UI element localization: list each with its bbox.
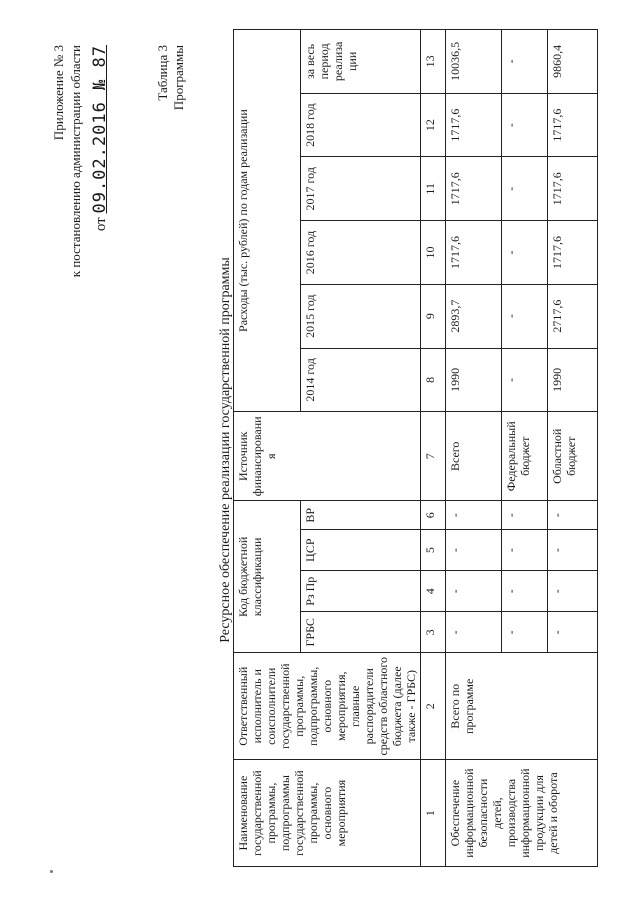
- value-cell: 9860,4: [548, 30, 598, 94]
- index-cell: 1: [421, 760, 446, 867]
- code-cell: -: [502, 571, 548, 612]
- document-header: [50, 45, 110, 277]
- subheader-vr: ВР: [301, 501, 421, 530]
- header-source: Источник финансировани я: [234, 412, 421, 501]
- value-cell: 1717,6: [548, 221, 598, 285]
- year-total: за весь период реализа ции: [301, 30, 421, 94]
- header-name: Наименование государственной программы, подпрограммы государственной программы, основного мероприятия: [234, 760, 421, 867]
- value-cell: 1990: [446, 348, 502, 412]
- index-cell: 13: [421, 30, 446, 94]
- code-cell: -: [502, 530, 548, 571]
- value-cell: 1717,6: [548, 93, 598, 157]
- resolution-reference: к постановлению администрации области: [68, 45, 83, 278]
- rotated-landscape-sheet: [10, 15, 630, 885]
- code-cell: -: [446, 612, 502, 653]
- index-cell: 2: [421, 653, 446, 760]
- value-cell: -: [502, 284, 548, 348]
- table-label: [155, 45, 187, 110]
- document-title: Ресурсное обеспечение реализации государственной программы: [218, 257, 233, 643]
- code-cell: -: [548, 501, 598, 530]
- value-cell: 2717,6: [548, 284, 598, 348]
- index-cell: 9: [421, 284, 446, 348]
- code-cell: -: [502, 501, 548, 530]
- code-cell: -: [548, 612, 598, 653]
- code-cell: -: [502, 612, 548, 653]
- header-expenses: Расходы (тыс. рублей) по годам реализации: [234, 30, 301, 412]
- code-cell: -: [548, 571, 598, 612]
- value-cell: 1717,6: [446, 93, 502, 157]
- code-cell: -: [446, 530, 502, 571]
- code-cell: -: [446, 571, 502, 612]
- subheader-grbs: ГРБС: [301, 612, 421, 653]
- index-cell: 11: [421, 157, 446, 221]
- index-cell: 12: [421, 93, 446, 157]
- value-cell: -: [502, 221, 548, 285]
- code-cell: -: [446, 501, 502, 530]
- source-cell: Всего: [446, 412, 502, 501]
- value-cell: 1717,6: [446, 221, 502, 285]
- index-cell: 4: [421, 571, 446, 612]
- index-row: [421, 30, 446, 867]
- resolution-date: [92, 45, 110, 277]
- value-cell: -: [502, 157, 548, 221]
- subheader-csr: ЦСР: [301, 530, 421, 571]
- year-2015: 2015 год: [301, 284, 421, 348]
- header-budget-code: Код бюджетной классификации: [234, 501, 301, 653]
- header-executor: Ответственный исполнитель и соисполнители государственной программы, подпрограммы, основного мероприятия, главные распорядители средств областного бюджета (далее также - ГРБС): [234, 653, 421, 760]
- value-cell: 1990: [548, 348, 598, 412]
- year-2016: 2016 год: [301, 221, 421, 285]
- index-cell: 5: [421, 530, 446, 571]
- value-cell: 1717,6: [446, 157, 502, 221]
- code-cell: -: [548, 530, 598, 571]
- scan-speck: [50, 870, 53, 873]
- year-2017: 2017 год: [301, 157, 421, 221]
- index-cell: 8: [421, 348, 446, 412]
- index-cell: 6: [421, 501, 446, 530]
- subheader-rzpr: Рз Пр: [301, 571, 421, 612]
- value-cell: -: [502, 30, 548, 94]
- date-value: 09.02.2016 № 87: [90, 45, 110, 214]
- value-cell: 1717,6: [548, 157, 598, 221]
- value-cell: 2893,7: [446, 284, 502, 348]
- program-name: Обеспечение информационной безопасности детей, производства информационной продукции для детей и оборота: [446, 760, 598, 867]
- year-2018: 2018 год: [301, 93, 421, 157]
- index-cell: 3: [421, 612, 446, 653]
- table-row: [446, 30, 502, 867]
- appendix-number: Приложение № 3: [51, 45, 66, 141]
- value-cell: -: [502, 93, 548, 157]
- table-number: Таблица 3: [155, 45, 170, 101]
- source-cell: Областной бюджет: [548, 412, 598, 501]
- table-caption: Программы: [171, 45, 186, 111]
- value-cell: 10036,5: [446, 30, 502, 94]
- date-prefix: от: [93, 217, 109, 232]
- program-executor: Всего по программе: [446, 653, 598, 760]
- index-cell: 7: [421, 412, 446, 501]
- year-2014: 2014 год: [301, 348, 421, 412]
- source-cell: Федеральный бюджет: [502, 412, 548, 501]
- value-cell: -: [502, 348, 548, 412]
- resource-table: [233, 29, 598, 867]
- index-cell: 10: [421, 221, 446, 285]
